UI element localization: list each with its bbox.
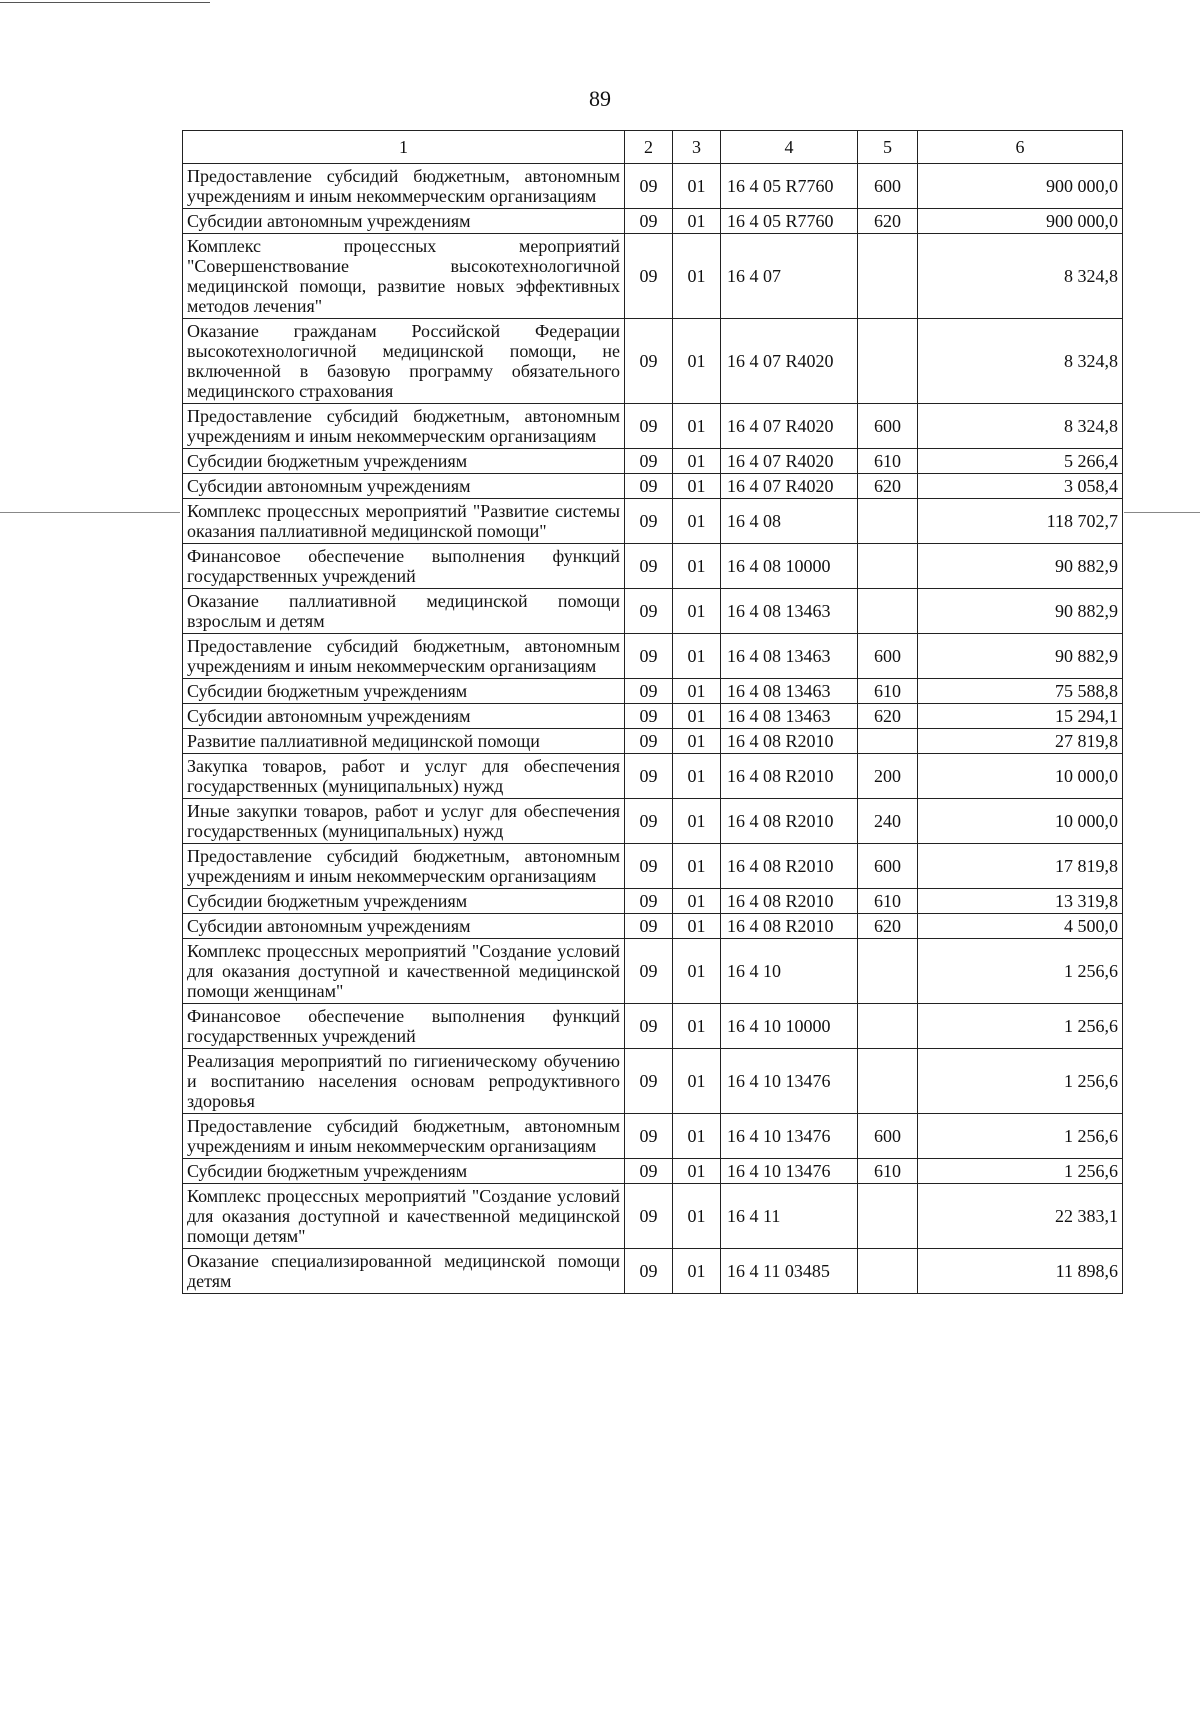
header-col-2: 2 [625,131,673,164]
scan-edge-line-right [1124,512,1200,513]
row-section-cell: 09 [625,1159,673,1184]
row-type-cell [858,1004,918,1049]
row-amount-cell: 27 819,8 [918,729,1123,754]
row-name-cell: Субсидии автономным учреждениям [183,704,625,729]
table-row [183,499,1123,544]
row-name-cell: Комплекс процессных мероприятий "Совершенствование высокотехнологичной медицинской помощи, развитие новых эффективных методов лечения" [183,234,625,319]
row-amount-cell: 17 819,8 [918,844,1123,889]
table-row [183,679,1123,704]
row-section-cell: 09 [625,589,673,634]
row-name-cell: Оказание специализированной медицинской помощи детям [183,1249,625,1294]
table-row [183,209,1123,234]
row-subsection-cell: 01 [673,234,721,319]
table-row [183,1159,1123,1184]
table-body [183,164,1123,1294]
row-section-cell: 09 [625,209,673,234]
row-type-cell [858,589,918,634]
row-subsection-cell: 01 [673,889,721,914]
row-section-cell: 09 [625,704,673,729]
row-section-cell: 09 [625,634,673,679]
row-name-cell: Субсидии бюджетным учреждениям [183,1159,625,1184]
row-amount-cell: 8 324,8 [918,234,1123,319]
row-name-cell: Субсидии автономным учреждениям [183,474,625,499]
row-name-cell: Реализация мероприятий по гигиеническому обучению и воспитанию населения основам репродуктивного здоровья [183,1049,625,1114]
row-code-cell: 16 4 08 R2010 [721,754,858,799]
row-amount-cell: 1 256,6 [918,1114,1123,1159]
row-amount-cell: 90 882,9 [918,544,1123,589]
table-row [183,164,1123,209]
table-row [183,319,1123,404]
row-type-cell: 600 [858,1114,918,1159]
table-row [183,1049,1123,1114]
row-subsection-cell: 01 [673,499,721,544]
row-subsection-cell: 01 [673,544,721,589]
row-code-cell: 16 4 07 R4020 [721,474,858,499]
row-subsection-cell: 01 [673,704,721,729]
row-code-cell: 16 4 10 [721,939,858,1004]
row-code-cell: 16 4 05 R7760 [721,209,858,234]
row-code-cell: 16 4 08 R2010 [721,889,858,914]
row-name-cell: Финансовое обеспечение выполнения функций государственных учреждений [183,1004,625,1049]
row-amount-cell: 5 266,4 [918,449,1123,474]
row-type-cell: 240 [858,799,918,844]
row-section-cell: 09 [625,1114,673,1159]
row-subsection-cell: 01 [673,799,721,844]
row-name-cell: Оказание паллиативной медицинской помощи взрослым и детям [183,589,625,634]
table-header-row [183,131,1123,164]
row-type-cell [858,729,918,754]
row-subsection-cell: 01 [673,319,721,404]
row-subsection-cell: 01 [673,634,721,679]
row-subsection-cell: 01 [673,844,721,889]
row-subsection-cell: 01 [673,474,721,499]
row-type-cell: 620 [858,209,918,234]
table-row [183,729,1123,754]
row-name-cell: Закупка товаров, работ и услуг для обеспечения государственных (муниципальных) нужд [183,754,625,799]
row-code-cell: 16 4 10 10000 [721,1004,858,1049]
row-type-cell: 600 [858,164,918,209]
row-amount-cell: 13 319,8 [918,889,1123,914]
table-row [183,754,1123,799]
table-row [183,544,1123,589]
row-code-cell: 16 4 08 R2010 [721,729,858,754]
row-code-cell: 16 4 07 [721,234,858,319]
row-type-cell: 600 [858,844,918,889]
row-type-cell: 600 [858,404,918,449]
row-section-cell: 09 [625,319,673,404]
row-amount-cell: 22 383,1 [918,1184,1123,1249]
row-type-cell: 610 [858,449,918,474]
budget-table [182,130,1123,1294]
row-amount-cell: 1 256,6 [918,1049,1123,1114]
row-amount-cell: 90 882,9 [918,589,1123,634]
row-code-cell: 16 4 10 13476 [721,1114,858,1159]
row-name-cell: Оказание гражданам Российской Федерации высокотехнологичной медицинской помощи, не включенной в базовую программу обязательного медицинского страхования [183,319,625,404]
row-name-cell: Иные закупки товаров, работ и услуг для обеспечения государственных (муниципальных) нужд [183,799,625,844]
row-section-cell: 09 [625,1249,673,1294]
row-subsection-cell: 01 [673,1249,721,1294]
row-subsection-cell: 01 [673,1114,721,1159]
table-row [183,1249,1123,1294]
row-code-cell: 16 4 11 03485 [721,1249,858,1294]
header-col-5: 5 [858,131,918,164]
row-subsection-cell: 01 [673,1159,721,1184]
row-type-cell: 610 [858,679,918,704]
table-row [183,1004,1123,1049]
row-section-cell: 09 [625,544,673,589]
row-subsection-cell: 01 [673,449,721,474]
row-amount-cell: 15 294,1 [918,704,1123,729]
table-row [183,799,1123,844]
page-number: 89 [589,86,611,111]
table-row [183,404,1123,449]
row-amount-cell: 1 256,6 [918,939,1123,1004]
row-code-cell: 16 4 11 [721,1184,858,1249]
scan-edge-line-top [0,2,210,3]
row-code-cell: 16 4 08 13463 [721,704,858,729]
row-subsection-cell: 01 [673,404,721,449]
row-type-cell [858,1249,918,1294]
header-col-1: 1 [183,131,625,164]
row-type-cell [858,1049,918,1114]
row-section-cell: 09 [625,914,673,939]
row-subsection-cell: 01 [673,209,721,234]
header-col-4: 4 [721,131,858,164]
row-type-cell [858,499,918,544]
row-amount-cell: 1 256,6 [918,1159,1123,1184]
row-name-cell: Предоставление субсидий бюджетным, автономным учреждениям и иным некоммерческим организациям [183,844,625,889]
row-subsection-cell: 01 [673,729,721,754]
row-type-cell [858,319,918,404]
row-amount-cell: 1 256,6 [918,1004,1123,1049]
row-code-cell: 16 4 10 13476 [721,1159,858,1184]
row-amount-cell: 3 058,4 [918,474,1123,499]
row-name-cell: Комплекс процессных мероприятий "Создание условий для оказания доступной и качественной медицинской помощи женщинам" [183,939,625,1004]
row-subsection-cell: 01 [673,1004,721,1049]
table-row [183,634,1123,679]
row-subsection-cell: 01 [673,679,721,704]
row-code-cell: 16 4 08 R2010 [721,914,858,939]
row-type-cell [858,1184,918,1249]
row-code-cell: 16 4 07 R4020 [721,449,858,474]
row-amount-cell: 900 000,0 [918,164,1123,209]
row-name-cell: Предоставление субсидий бюджетным, автономным учреждениям и иным некоммерческим организациям [183,1114,625,1159]
row-section-cell: 09 [625,939,673,1004]
row-code-cell: 16 4 08 R2010 [721,799,858,844]
row-code-cell: 16 4 08 [721,499,858,544]
row-type-cell: 200 [858,754,918,799]
row-subsection-cell: 01 [673,914,721,939]
row-amount-cell: 11 898,6 [918,1249,1123,1294]
row-section-cell: 09 [625,679,673,704]
row-type-cell: 620 [858,474,918,499]
row-subsection-cell: 01 [673,589,721,634]
row-section-cell: 09 [625,729,673,754]
row-code-cell: 16 4 08 10000 [721,544,858,589]
row-name-cell: Предоставление субсидий бюджетным, автономным учреждениям и иным некоммерческим организациям [183,634,625,679]
row-code-cell: 16 4 08 13463 [721,634,858,679]
row-section-cell: 09 [625,1184,673,1249]
row-name-cell: Субсидии автономным учреждениям [183,209,625,234]
row-subsection-cell: 01 [673,939,721,1004]
row-name-cell: Субсидии бюджетным учреждениям [183,449,625,474]
row-section-cell: 09 [625,844,673,889]
header-col-6: 6 [918,131,1123,164]
row-section-cell: 09 [625,799,673,844]
row-name-cell: Предоставление субсидий бюджетным, автономным учреждениям и иным некоммерческим организациям [183,404,625,449]
table-row [183,704,1123,729]
row-amount-cell: 4 500,0 [918,914,1123,939]
row-name-cell: Субсидии автономным учреждениям [183,914,625,939]
row-name-cell: Финансовое обеспечение выполнения функций государственных учреждений [183,544,625,589]
row-amount-cell: 75 588,8 [918,679,1123,704]
table-row [183,914,1123,939]
row-name-cell: Предоставление субсидий бюджетным, автономным учреждениям и иным некоммерческим организациям [183,164,625,209]
row-code-cell: 16 4 07 R4020 [721,404,858,449]
row-code-cell: 16 4 10 13476 [721,1049,858,1114]
row-section-cell: 09 [625,234,673,319]
table-row [183,844,1123,889]
row-amount-cell: 10 000,0 [918,754,1123,799]
row-code-cell: 16 4 08 R2010 [721,844,858,889]
row-type-cell [858,544,918,589]
row-name-cell: Комплекс процессных мероприятий "Развитие системы оказания паллиативной медицинской помощи" [183,499,625,544]
row-name-cell: Субсидии бюджетным учреждениям [183,889,625,914]
row-section-cell: 09 [625,499,673,544]
row-code-cell: 16 4 08 13463 [721,679,858,704]
table-row [183,234,1123,319]
row-type-cell: 620 [858,704,918,729]
row-amount-cell: 8 324,8 [918,319,1123,404]
row-type-cell: 620 [858,914,918,939]
row-section-cell: 09 [625,754,673,799]
row-section-cell: 09 [625,1049,673,1114]
row-subsection-cell: 01 [673,164,721,209]
row-amount-cell: 8 324,8 [918,404,1123,449]
row-name-cell: Субсидии бюджетным учреждениям [183,679,625,704]
row-subsection-cell: 01 [673,754,721,799]
row-section-cell: 09 [625,164,673,209]
row-code-cell: 16 4 07 R4020 [721,319,858,404]
row-section-cell: 09 [625,889,673,914]
row-type-cell [858,234,918,319]
header-col-3: 3 [673,131,721,164]
row-code-cell: 16 4 08 13463 [721,589,858,634]
row-amount-cell: 10 000,0 [918,799,1123,844]
table-row [183,1184,1123,1249]
table-row [183,939,1123,1004]
row-type-cell: 600 [858,634,918,679]
row-name-cell: Комплекс процессных мероприятий "Создание условий для оказания доступной и качественной медицинской помощи детям" [183,1184,625,1249]
row-amount-cell: 90 882,9 [918,634,1123,679]
row-section-cell: 09 [625,449,673,474]
row-amount-cell: 900 000,0 [918,209,1123,234]
row-type-cell: 610 [858,889,918,914]
row-subsection-cell: 01 [673,1184,721,1249]
table-row [183,589,1123,634]
table-row [183,1114,1123,1159]
row-type-cell [858,939,918,1004]
table-row [183,449,1123,474]
table-row [183,474,1123,499]
row-code-cell: 16 4 05 R7760 [721,164,858,209]
scan-edge-line-left [0,512,180,513]
row-section-cell: 09 [625,474,673,499]
row-section-cell: 09 [625,404,673,449]
row-section-cell: 09 [625,1004,673,1049]
table-row [183,889,1123,914]
row-amount-cell: 118 702,7 [918,499,1123,544]
row-name-cell: Развитие паллиативной медицинской помощи [183,729,625,754]
row-subsection-cell: 01 [673,1049,721,1114]
row-type-cell: 610 [858,1159,918,1184]
